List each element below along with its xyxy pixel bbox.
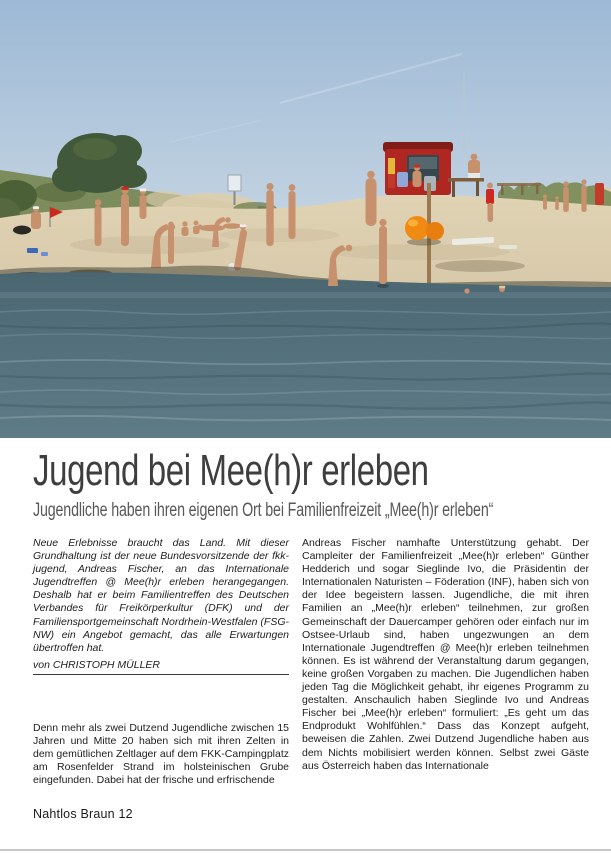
byline: von CHRISTOPH MÜLLER [33, 655, 289, 675]
right-body-paragraph: Andreas Fischer namhafte Unterstützung gehabt. Der Campleiter der Familienfreizeit „Mee(h)r erleben“ Günther Hedderich und sogar Sieglinde Ivo, die Präsidentin der Internationalen Naturisten – Föderation (INF), haben sich von der Idee begeistern lassen. Jugendliche, die mit ihren Familien an „Mee(h)r erleben“ teilnehmen, zur großen Gemeinschaft der Dauercamper gehören oder einfach nur im Ostsee-Urlaub sind, haben ungezwungen an dem Internationale Jugendtreffen @ Mee(h)r erleben teilnehmen können. Es ist während der Veranstaltung darum gegangen, keine großen Vorgaben zu machen. Die Jugendlichen haben jeden Tag die Möglichkeit gehabt, ihr eigenes Programm zu gestalten. Anschaulich haben Sieglinde Ivo und Andreas Fischer bei „Mee(h)r erleben“ formuliert: „Es geht um das Endprodukt Wohlfühlen.“ Dass das Konzept aufgeht, beweisen die Zahlen. Zwei Dutzend Jugendliche haben aus dem Nichts mobilisiert werden können. Selbst zwei Gäste aus Österreich haben das Internationale [302, 537, 589, 772]
page-title: Jugend bei Mee(h)r erleben [33, 446, 429, 495]
sea-water [0, 272, 611, 438]
lead-paragraph: Neue Erlebnisse braucht das Land. Mit dieser Grundhaltung ist der neue Bundesvorsitzende der fkk-jugend, Andreas Fischer, an das Internationale Jugendtreffen @ Mee(h)r erleben herangegangen. Deshalb hat er beim Familientreffen des Deutschen Verbandes für Freikörperkultur (DFK) und der Familiensportgemeinschaft Nordrhein-Westfalen (FSG-NW) ein Angebot gemacht, das alle Erwartungen übertroffen hat. [33, 537, 289, 654]
left-column [33, 537, 289, 787]
wooden-rail [497, 183, 541, 186]
page-bottom-rule [0, 849, 611, 851]
left-body-paragraph: Denn mehr als zwei Dutzend Jugendliche zwischen 15 Jahren und Mitte 20 haben sich mit ihren Zelten in dem gemütlichen Zeltlager auf dem FKK-Campingplatz am Rosenfelder Strand im holsteinischen Grube eingefunden. Dabei hat der frische und erfrischende [33, 721, 289, 787]
blue-item [27, 248, 38, 253]
dark-bag [13, 226, 31, 235]
beach-chair [397, 172, 408, 187]
page-footer: Nahtlos Braun 12 [33, 807, 133, 821]
right-column [302, 537, 589, 773]
article-columns [33, 537, 589, 787]
page-subtitle: Jugendliche haben ihren eigenen Ort bei Familienfreizeit „Mee(h)r erleben“ [33, 500, 494, 521]
red-beach-chair [595, 183, 604, 205]
